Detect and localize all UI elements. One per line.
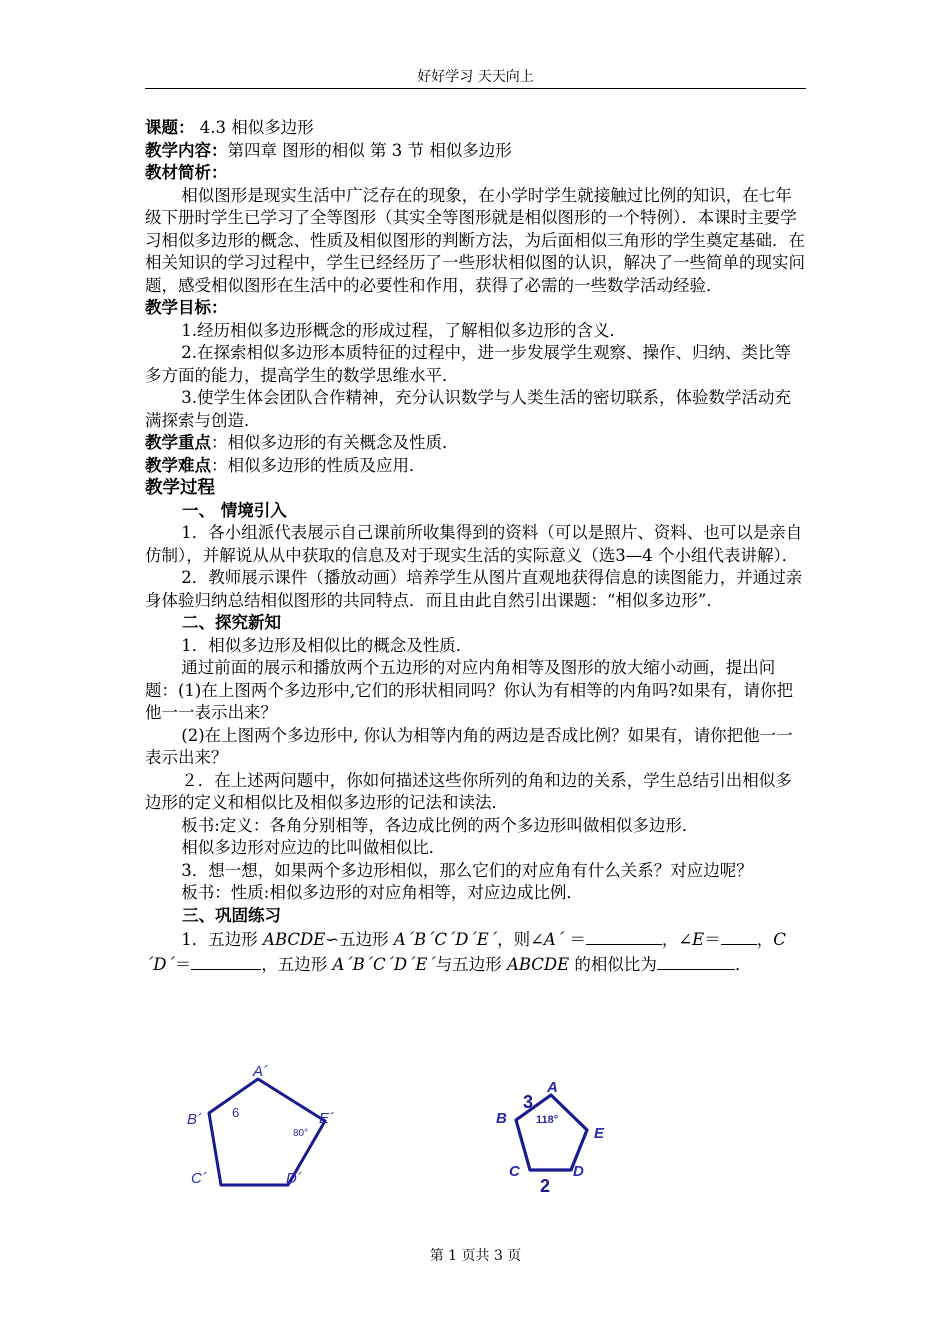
answer-blank[interactable]: [657, 952, 735, 970]
section1-title: 一、 情境引入: [182, 500, 287, 520]
q-italic: ABCDE: [263, 930, 326, 949]
q-italic: A´: [543, 930, 565, 949]
label-d: D: [573, 1163, 584, 1180]
q-italic: C´D´: [145, 930, 786, 974]
q-text: 与五边形: [435, 954, 507, 974]
pentagon-figure-small: [490, 1075, 630, 1200]
difficulty-value: 相似多边形的性质及应用．: [227, 455, 426, 475]
page-header: 好好学习 天天向上: [417, 69, 534, 85]
exercise-question: [145, 927, 806, 976]
angle-a-label: 118°: [536, 1114, 559, 1126]
goal-item: 2.在探索相似多边形本质特征的过程中，进一步发展学生观察、操作、归纳、类比等多方面的能力，提高学生的数学思维水平．: [145, 343, 792, 385]
q-italic: A´B´C´D´E´: [332, 954, 436, 974]
pentagon-figure-large: [175, 1055, 355, 1195]
label-b: B: [496, 1110, 507, 1127]
page-footer: 第 1 页共 3 页: [429, 1248, 522, 1264]
label-c-prime: C´: [191, 1170, 207, 1187]
topic-line: [145, 117, 806, 140]
section2-p5: 板书:定义：各角分别相等，各边成比例的两个多边形叫做相似多边形．: [181, 815, 699, 835]
difficulty-line: [145, 455, 806, 478]
goal-item: 3.使学生体会团队合作精神，充分认识数学与人类生活的密切联系，体验数学活动充满探索与创造．: [145, 388, 792, 430]
analysis-label: 教材简析：: [145, 163, 228, 182]
q-text: ，∠: [661, 930, 693, 949]
q-text: ∽五边形: [325, 930, 394, 949]
q-text: 1．五边形: [181, 930, 264, 949]
label-e: E: [594, 1125, 605, 1142]
section1-p1: 1．各小组派代表展示自己课前所收集得到的资料（可以是照片、资料、也可以是亲自仿制），并解说从从中获取的信息及对于现实生活的实际意义（选3—4 个小组代表讲解）．: [145, 523, 803, 565]
section2-p4: ２．在上述两问题中，你如何描述这些你所列的角和边的关系，学生总结引出相似多边形的定义和相似比及相似多边形的记法和读法．: [145, 770, 792, 812]
section2-p6: 相似多边形对应边的比叫做相似比．: [181, 838, 446, 857]
section2-p2: 通过前面的展示和播放两个五边形的对应内角相等及图形的放大缩小动画，提出问题：(1)在上图两个多边形中,它们的形状相同吗？你认为有相等的内角吗?如果有，请你把他一一表示出来？: [145, 658, 793, 722]
key-point-value: 相似多边形的有关概念及性质．: [227, 433, 459, 452]
section1-p2: 2．教师展示课件（播放动画）培养学生从图片直观地获得信息的读图能力，并通过亲身体验归纳总结相似图形的共同特点．而且由此自然引出课题：“相似多边形”．: [145, 568, 803, 610]
angle-label: 80°: [293, 1128, 309, 1139]
document-body: [145, 117, 806, 976]
q-text: ，五边形: [261, 954, 333, 974]
difficulty-label: 教学难点: [145, 455, 211, 475]
answer-blank[interactable]: [721, 927, 757, 945]
label-e-prime: E´: [319, 1110, 334, 1127]
header-rule: [145, 88, 806, 89]
q-text: ，: [756, 930, 774, 949]
goals-label: 教学目标：: [145, 298, 228, 317]
key-point-line: [145, 432, 806, 455]
q-text: ，则∠: [497, 930, 544, 949]
answer-blank[interactable]: [586, 927, 662, 945]
q-text: ＝: [564, 930, 586, 949]
difficulty-sep: ：: [211, 455, 228, 475]
section3-title: 三、巩固练习: [182, 905, 281, 925]
topic-label: 课题：: [145, 118, 195, 137]
label-d-prime: D´: [286, 1170, 302, 1187]
label-b-prime: B´: [187, 1111, 202, 1128]
answer-blank[interactable]: [191, 952, 261, 970]
section2-p3: (2)在上图两个多边形中, 你认为相等内角的两边是否成比例？如果有，请你把他一一表示出来？: [145, 725, 793, 767]
q-text: ＝: [174, 954, 192, 974]
label-a-prime: A´: [253, 1063, 268, 1080]
content-value: 第四章 图形的相似 第 3 节 相似多边形: [227, 140, 512, 160]
q-italic: A´B´C´D´E´: [393, 930, 498, 949]
q-italic: ABCDE: [506, 954, 570, 974]
label-a: A: [547, 1079, 558, 1096]
analysis-text: 相似图形是现实生活中广泛存在的现象，在小学时学生就接触过比例的知识，在七年级下册时学生已学习了全等图形（其实全等图形就是相似图形的一个特例）．本课时主要学习相似多边形的概念、性质及相似图形的判断方法，为后面相似三角形的学生奠定基础．在相关知识的学习过程中，学生已经经历了一些形状相似图的认识，解决了一些简单的现实问题，感受相似图形在生活中的必要性和作用，获得了必需的一些数学活动经验．: [145, 185, 805, 295]
content-label: 教学内容：: [145, 140, 228, 160]
section2-p8: 板书：性质:相似多边形的对应角相等，对应边成比例．: [181, 883, 583, 902]
key-point-sep: ：: [211, 433, 228, 452]
q-text: 的相似比为: [569, 954, 657, 974]
label-c: C: [509, 1163, 520, 1180]
section2-p7: 3．想一想，如果两个多边形相似，那么它们的对应角有什么关系？对应边呢？: [181, 860, 753, 880]
q-text: ．: [734, 954, 752, 974]
side-length-label: 6: [232, 1105, 240, 1120]
q-text: ＝: [704, 930, 721, 949]
goal-item: 1.经历相似多边形概念的形成过程，了解相似多边形的含义．: [181, 320, 627, 340]
topic-value: 4.3 相似多边形: [194, 118, 314, 137]
q-italic: E: [692, 930, 705, 949]
key-point-label: 教学重点: [145, 433, 211, 452]
content-line: [145, 140, 806, 163]
process-label: 教学过程: [145, 478, 215, 498]
section2-title: 二、探究新知: [182, 613, 281, 632]
section2-p1: 1．相似多边形及相似比的概念及性质．: [181, 635, 473, 655]
side-cd-label: 2: [540, 1176, 551, 1196]
side-ab-label: 3: [523, 1092, 534, 1112]
